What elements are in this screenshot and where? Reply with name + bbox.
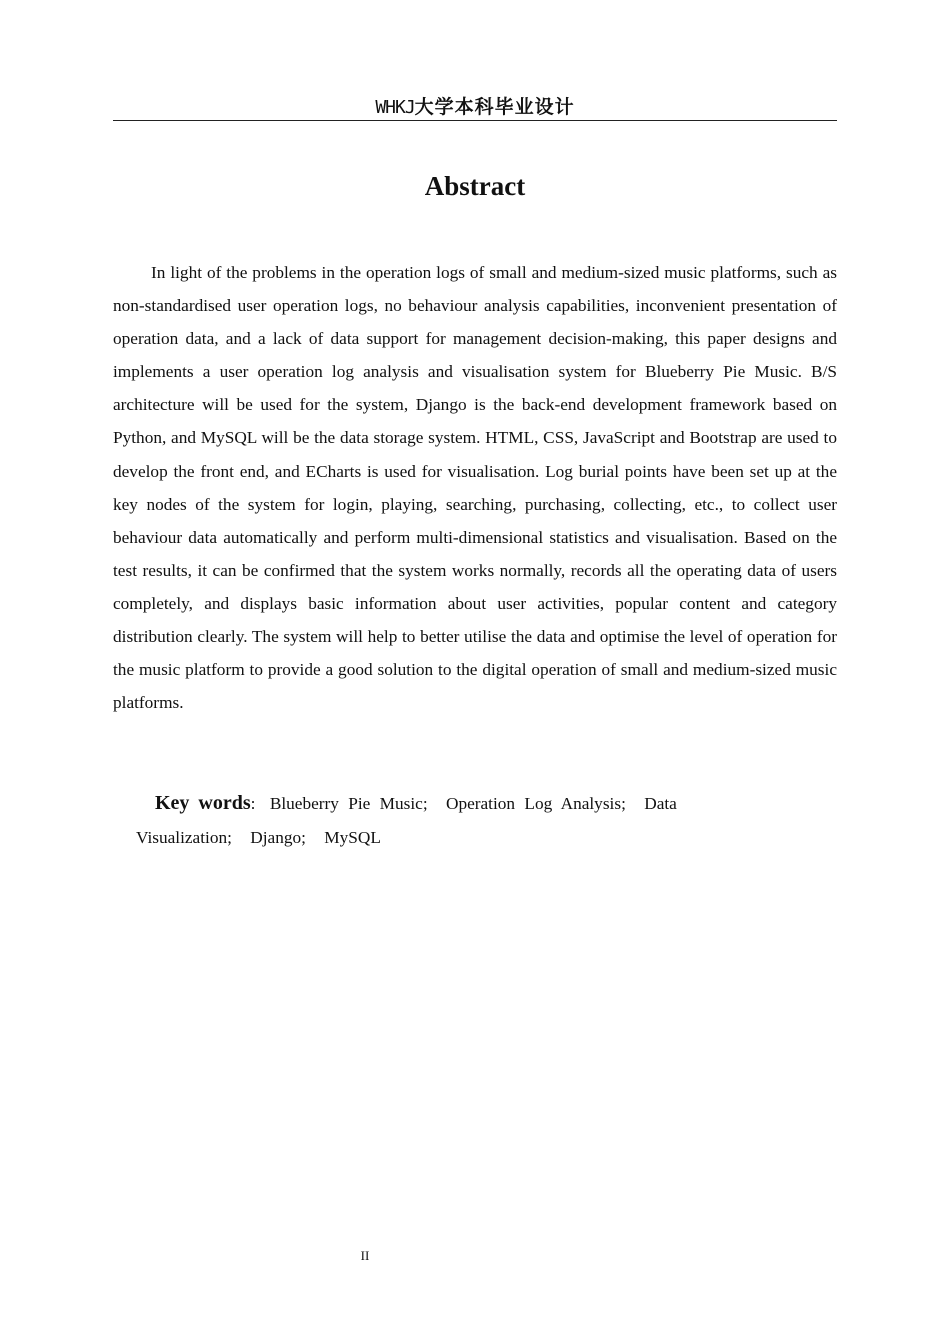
keyword-item: Operation Log Analysis; bbox=[445, 794, 626, 813]
header-cjk-text: 大学本科毕业设计 bbox=[414, 96, 575, 118]
abstract-title: Abstract bbox=[424, 171, 526, 201]
abstract-paragraph: In light of the problems in the operation logs of small and medium-sized music platforms, such as non-standardised user operation logs, no behaviour analysis capabilities, inconvenient presentation of operation data, and a lack of data support for management decision-making, this paper designs and implements a user operation log analysis and visualisation system for Blueberry Pie Music. B/S architecture will be used for the system, Django is the back-end development framework based on Python, and MySQL will be the data storage system. HTML, CSS, JavaScript and Bootstrap are used to develop the front end, and ECharts is used for visualisation. Log burial points have been set up at the key nodes of the system for login, playing, searching, purchasing, collecting, etc., to collect user behaviour data automatically and perform multi-dimensional statistics and visualisation. Based on the test results, it can be confirmed that the system works normally, records all the operating data of users completely, and displays basic information about user activities, popular content and category distribution clearly. The system will help to better utilise the data and optimise the level of operation for the music platform to provide a good solution to the digital operation of small and medium-sized music platforms. bbox=[113, 263, 837, 713]
keywords-colon: : bbox=[250, 794, 256, 813]
keyword-item: Data Visualization; bbox=[136, 794, 677, 847]
keyword-item: Django; bbox=[250, 828, 306, 847]
keywords-label: Key words bbox=[155, 792, 251, 814]
page-number: II bbox=[360, 1248, 370, 1263]
header-latin-text: WHKJ bbox=[375, 97, 415, 118]
keyword-item: Blueberry Pie Music; bbox=[269, 794, 428, 813]
keyword-item: MySQL bbox=[324, 828, 381, 847]
page-header bbox=[113, 94, 837, 121]
keywords-line bbox=[136, 786, 746, 855]
